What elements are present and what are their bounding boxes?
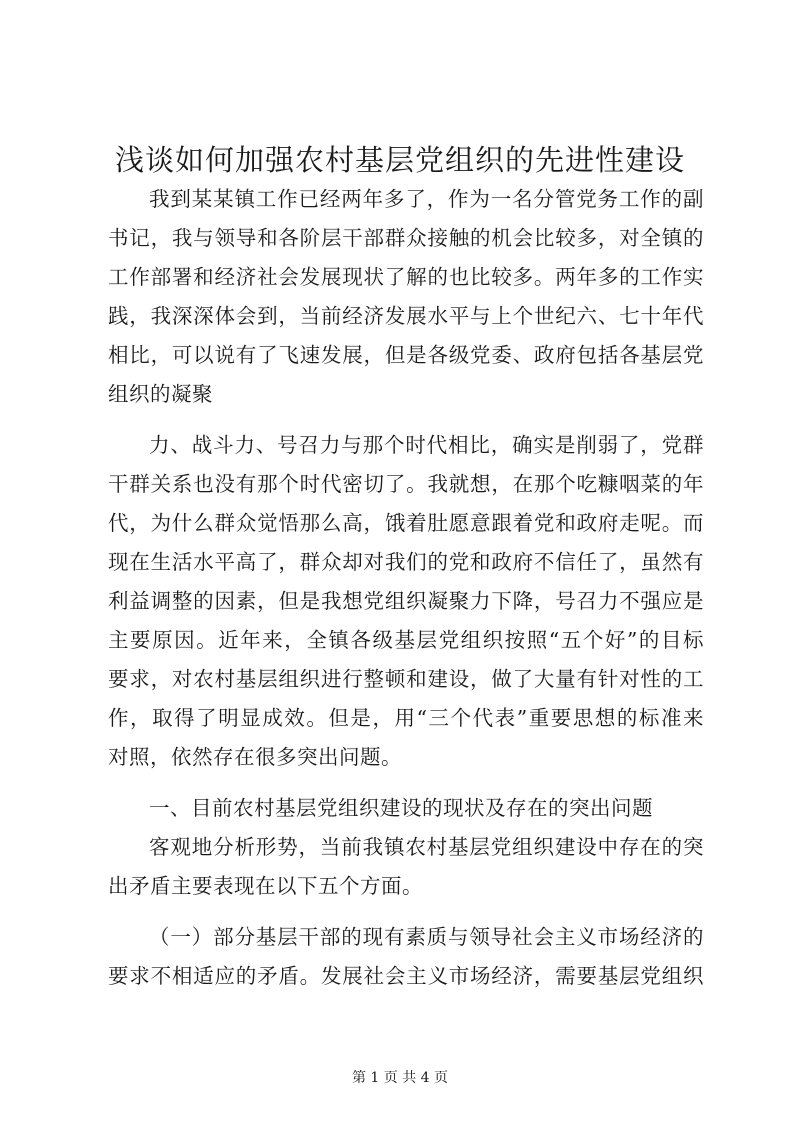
paragraph-gap — [108, 906, 704, 918]
body-line: 组织的凝聚 — [108, 382, 213, 406]
body-line: 践，我深深体会到，当前经济发展水平与上个世纪六、七十年代 — [108, 304, 704, 328]
body-line: 代，为什么群众觉悟那么高，饿着肚愿意跟着党和政府走呢。而 — [108, 511, 704, 535]
body-line: 要求，对农村基层组织进行整顿和建设，做了大量有针对性的工 — [108, 667, 704, 691]
body-line: 现在生活水平高了，群众却对我们的党和政府不信任了，虽然有 — [108, 550, 704, 574]
body-line: 主要原因。近年来，全镇各级基层党组织按照“五个好”的目标 — [108, 628, 704, 652]
body-line: 力、战斗力、号召力与那个时代相比，确实是削弱了，党群 — [149, 433, 704, 457]
body-line: 相比，可以说有了飞速发展，但是各级党委、政府包括各基层党 — [108, 343, 704, 367]
body-line: 利益调整的因素，但是我想党组织凝聚力下降，号召力不强应是 — [108, 589, 704, 613]
section-heading: 一、目前农村基层党组织建设的现状及存在的突出问题 — [149, 796, 653, 820]
body-line: 要求不相适应的矛盾。发展社会主义市场经济，需要基层党组织 — [108, 964, 704, 988]
body-line: （一）部分基层干部的现有素质与领导社会主义市场经济的 — [149, 925, 704, 949]
document-title: 浅谈如何加强农村基层党组织的先进性建设 — [114, 143, 685, 177]
paragraph-gap — [108, 777, 704, 789]
document-body — [108, 180, 704, 996]
body-line: 干群关系也没有那个时代密切了。我就想，在那个吃糠咽菜的年 — [108, 472, 704, 496]
body-line: 作，取得了明显成效。但是，用“三个代表”重要思想的标准来 — [108, 706, 704, 730]
body-line: 工作部署和经济社会发展现状了解的也比较多。两年多的工作实 — [108, 265, 704, 289]
body-line: 客观地分析形势，当前我镇农村基层党组织建设中存在的突 — [149, 835, 704, 859]
paragraph-gap — [108, 414, 704, 426]
page-number-footer: 第 1 页 共 4 页 — [351, 1070, 449, 1086]
body-line: 出矛盾主要表现在以下五个方面。 — [108, 874, 423, 898]
body-line: 对照，依然存在很多突出问题。 — [108, 745, 402, 769]
body-line: 我到某某镇工作已经两年多了，作为一名分管党务工作的副 — [149, 187, 704, 211]
body-line: 书记，我与领导和各阶层干部群众接触的机会比较多，对全镇的 — [108, 226, 704, 250]
